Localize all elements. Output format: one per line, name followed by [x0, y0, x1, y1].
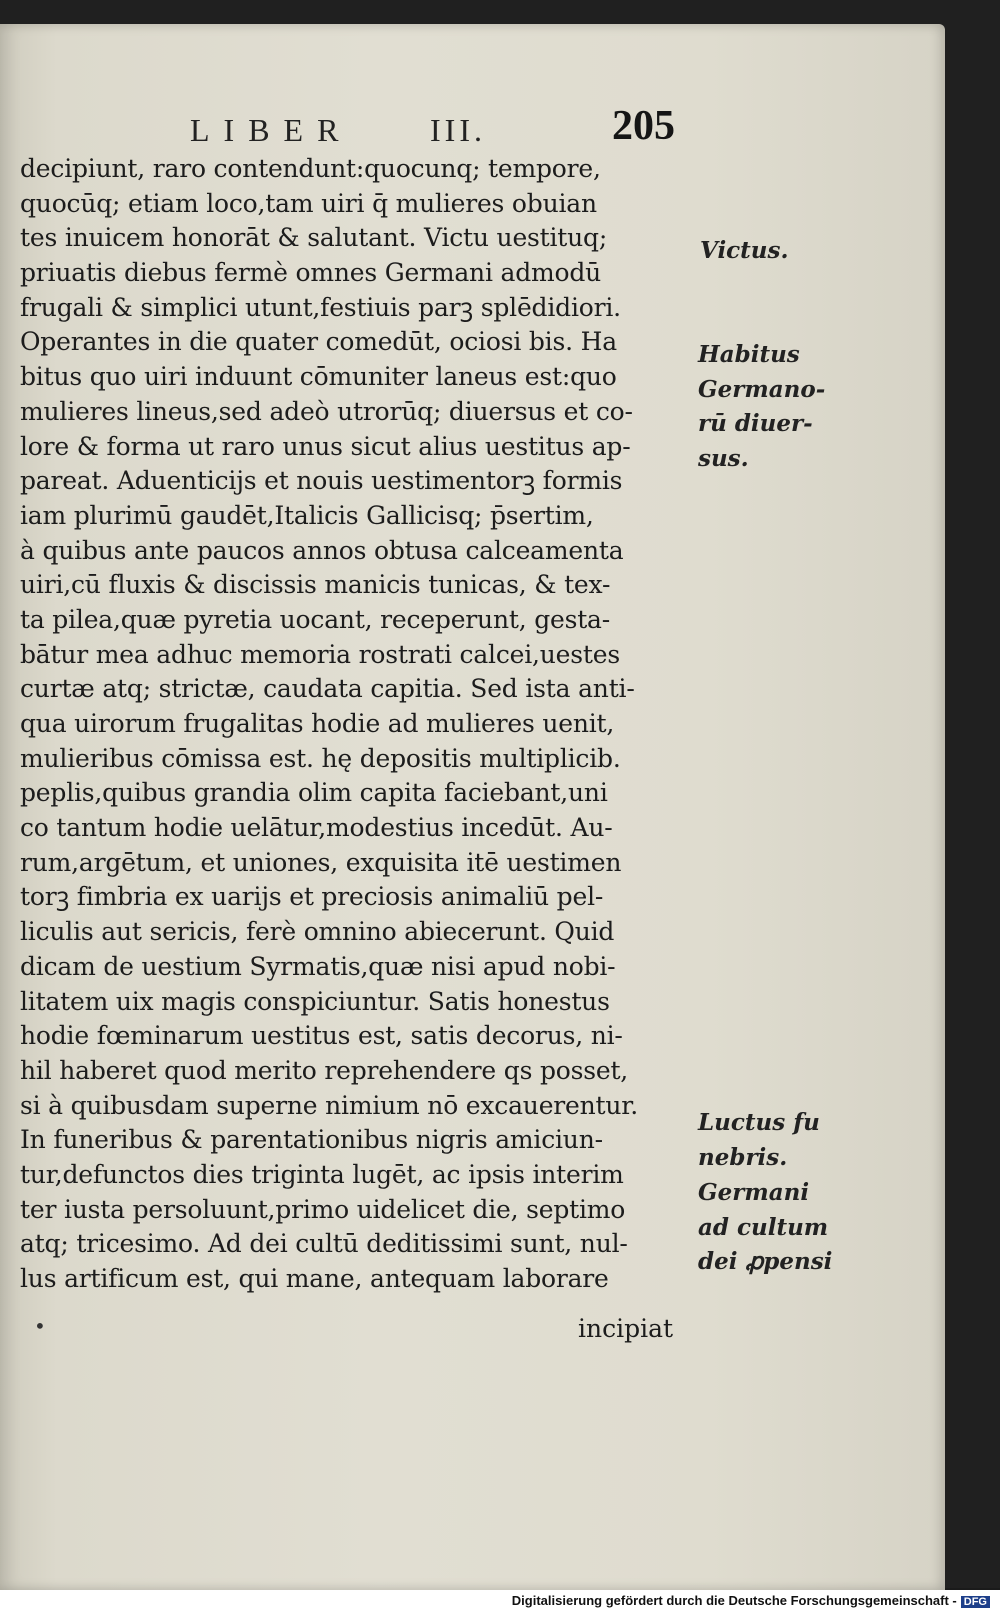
text-line: curtæ atq; strictæ, caudata capitia. Sed ista anti- [20, 674, 635, 704]
page-number: 205 [612, 103, 675, 149]
text-line: priuatis diebus fermè omnes Germani admodū [20, 258, 602, 288]
text-line: rum,argētum, et uniones, exquisita itē uestimen [20, 847, 622, 877]
book-page [0, 24, 945, 1590]
text-line: hil haberet quod merito reprehendere qs posset, [20, 1055, 629, 1085]
text-line: tes inuicem honorāt & salutant. Victu uestituq; [20, 223, 608, 253]
note-line: rū diuer- [698, 410, 813, 438]
text-line: qua uirorum frugalitas hodie ad mulieres uenit, [20, 709, 615, 738]
note-line: sus. [698, 445, 749, 473]
running-head-book-number: III. [430, 112, 486, 148]
text-line: mulieres lineus,sed adeò utrorūq; diuersus et co- [20, 396, 633, 426]
text-line: litatem uix magis conspiciuntur. Satis honestus [20, 986, 610, 1016]
marginal-note-victus [700, 234, 789, 269]
note-line: Germani [698, 1179, 810, 1206]
note-line: nebris. [698, 1143, 788, 1171]
text-line: hodie fœminarum uestitus est, satis decorus, ni- [20, 1021, 623, 1051]
text-line: atq; tricesimo. Ad dei cultū deditissimi sunt, nul- [20, 1229, 628, 1259]
text-line: decipiunt, raro contendunt:quocunq; tempore, [20, 154, 601, 183]
text-line: In funeribus & parentationibus nigris amiciun- [20, 1125, 603, 1155]
body-text [20, 152, 700, 1297]
note-line: Germano- [698, 375, 826, 403]
text-line: liculis aut sericis, ferè omnino abiecerunt. Quid [20, 917, 615, 947]
stray-mark: • [34, 1314, 46, 1338]
marginal-note-cultus [698, 1176, 832, 1280]
text-line: co tantum hodie uelātur,modestius incedūt. Au- [20, 813, 613, 843]
text-line: ter iusta persoluunt,primo uidelicet die, septimo [20, 1194, 626, 1224]
dfg-logo: DFG [961, 1596, 990, 1608]
note-line: ad cultum [698, 1213, 829, 1241]
text-line: Operantes in die quater comedūt, ociosi bis. Ha [20, 327, 617, 357]
text-line: frugali & simplici utunt,festiuis parꝫ splēdidiori. [20, 292, 621, 322]
text-line: mulieribus cōmissa est. hę depositis multiplicib. [20, 743, 621, 773]
text-line: lore & forma ut raro unus sicut alius uestitus ap- [20, 431, 631, 461]
text-line: à quibus ante paucos annos obtusa calceamenta [20, 535, 624, 565]
text-line: torꝫ fimbria ex uarijs et preciosis animaliū pel- [20, 882, 604, 912]
text-line: peplis,quibus grandia olim capita faciebant,uni [20, 778, 608, 808]
funding-credit [508, 1591, 994, 1610]
funding-credit-text: Digitalisierung gefördert durch die Deutsche Forschungsgemeinschaft - [511, 1593, 957, 1608]
running-head-title: LIBER [190, 112, 353, 148]
note-line: dei ꝓpensi [698, 1248, 833, 1276]
text-line: ta pilea,quæ pyretia uocant, receperunt, gesta- [20, 604, 611, 634]
text-line: bātur mea adhuc memoria rostrati calcei,uestes [20, 639, 620, 669]
marginal-note-habitus [698, 338, 825, 477]
running-head [0, 96, 700, 156]
text-line: lus artificum est, qui mane, antequam laborare [20, 1264, 609, 1293]
text-line: iam plurimū gaudēt,Italicis Gallicisq; p̄sertim, [20, 500, 594, 530]
marginal-note-luctus [698, 1106, 820, 1175]
text-line: tur,defunctos dies triginta lugēt, ac ipsis interim [20, 1159, 624, 1189]
note-line: Victus. [700, 237, 789, 264]
text-line: uiri,cū fluxis & discissis manicis tunicas, & tex- [20, 570, 611, 600]
note-line: Luctus fu [698, 1109, 820, 1136]
catchword: incipiat [578, 1314, 674, 1343]
text-line: pareat. Aduenticijs et nouis uestimentorꝫ formis [20, 466, 623, 496]
text-line: bitus quo uiri induunt cōmuniter laneus est:quo [20, 362, 617, 392]
text-line: dicam de uestium Syrmatis,quæ nisi apud nobi- [20, 951, 616, 981]
note-line: Habitus [698, 341, 800, 368]
text-line: si à quibusdam superne nimium nō excauerentur. [20, 1090, 639, 1120]
text-line: quocūq; etiam loco,tam uiri q̄ mulieres obuian [20, 188, 597, 218]
